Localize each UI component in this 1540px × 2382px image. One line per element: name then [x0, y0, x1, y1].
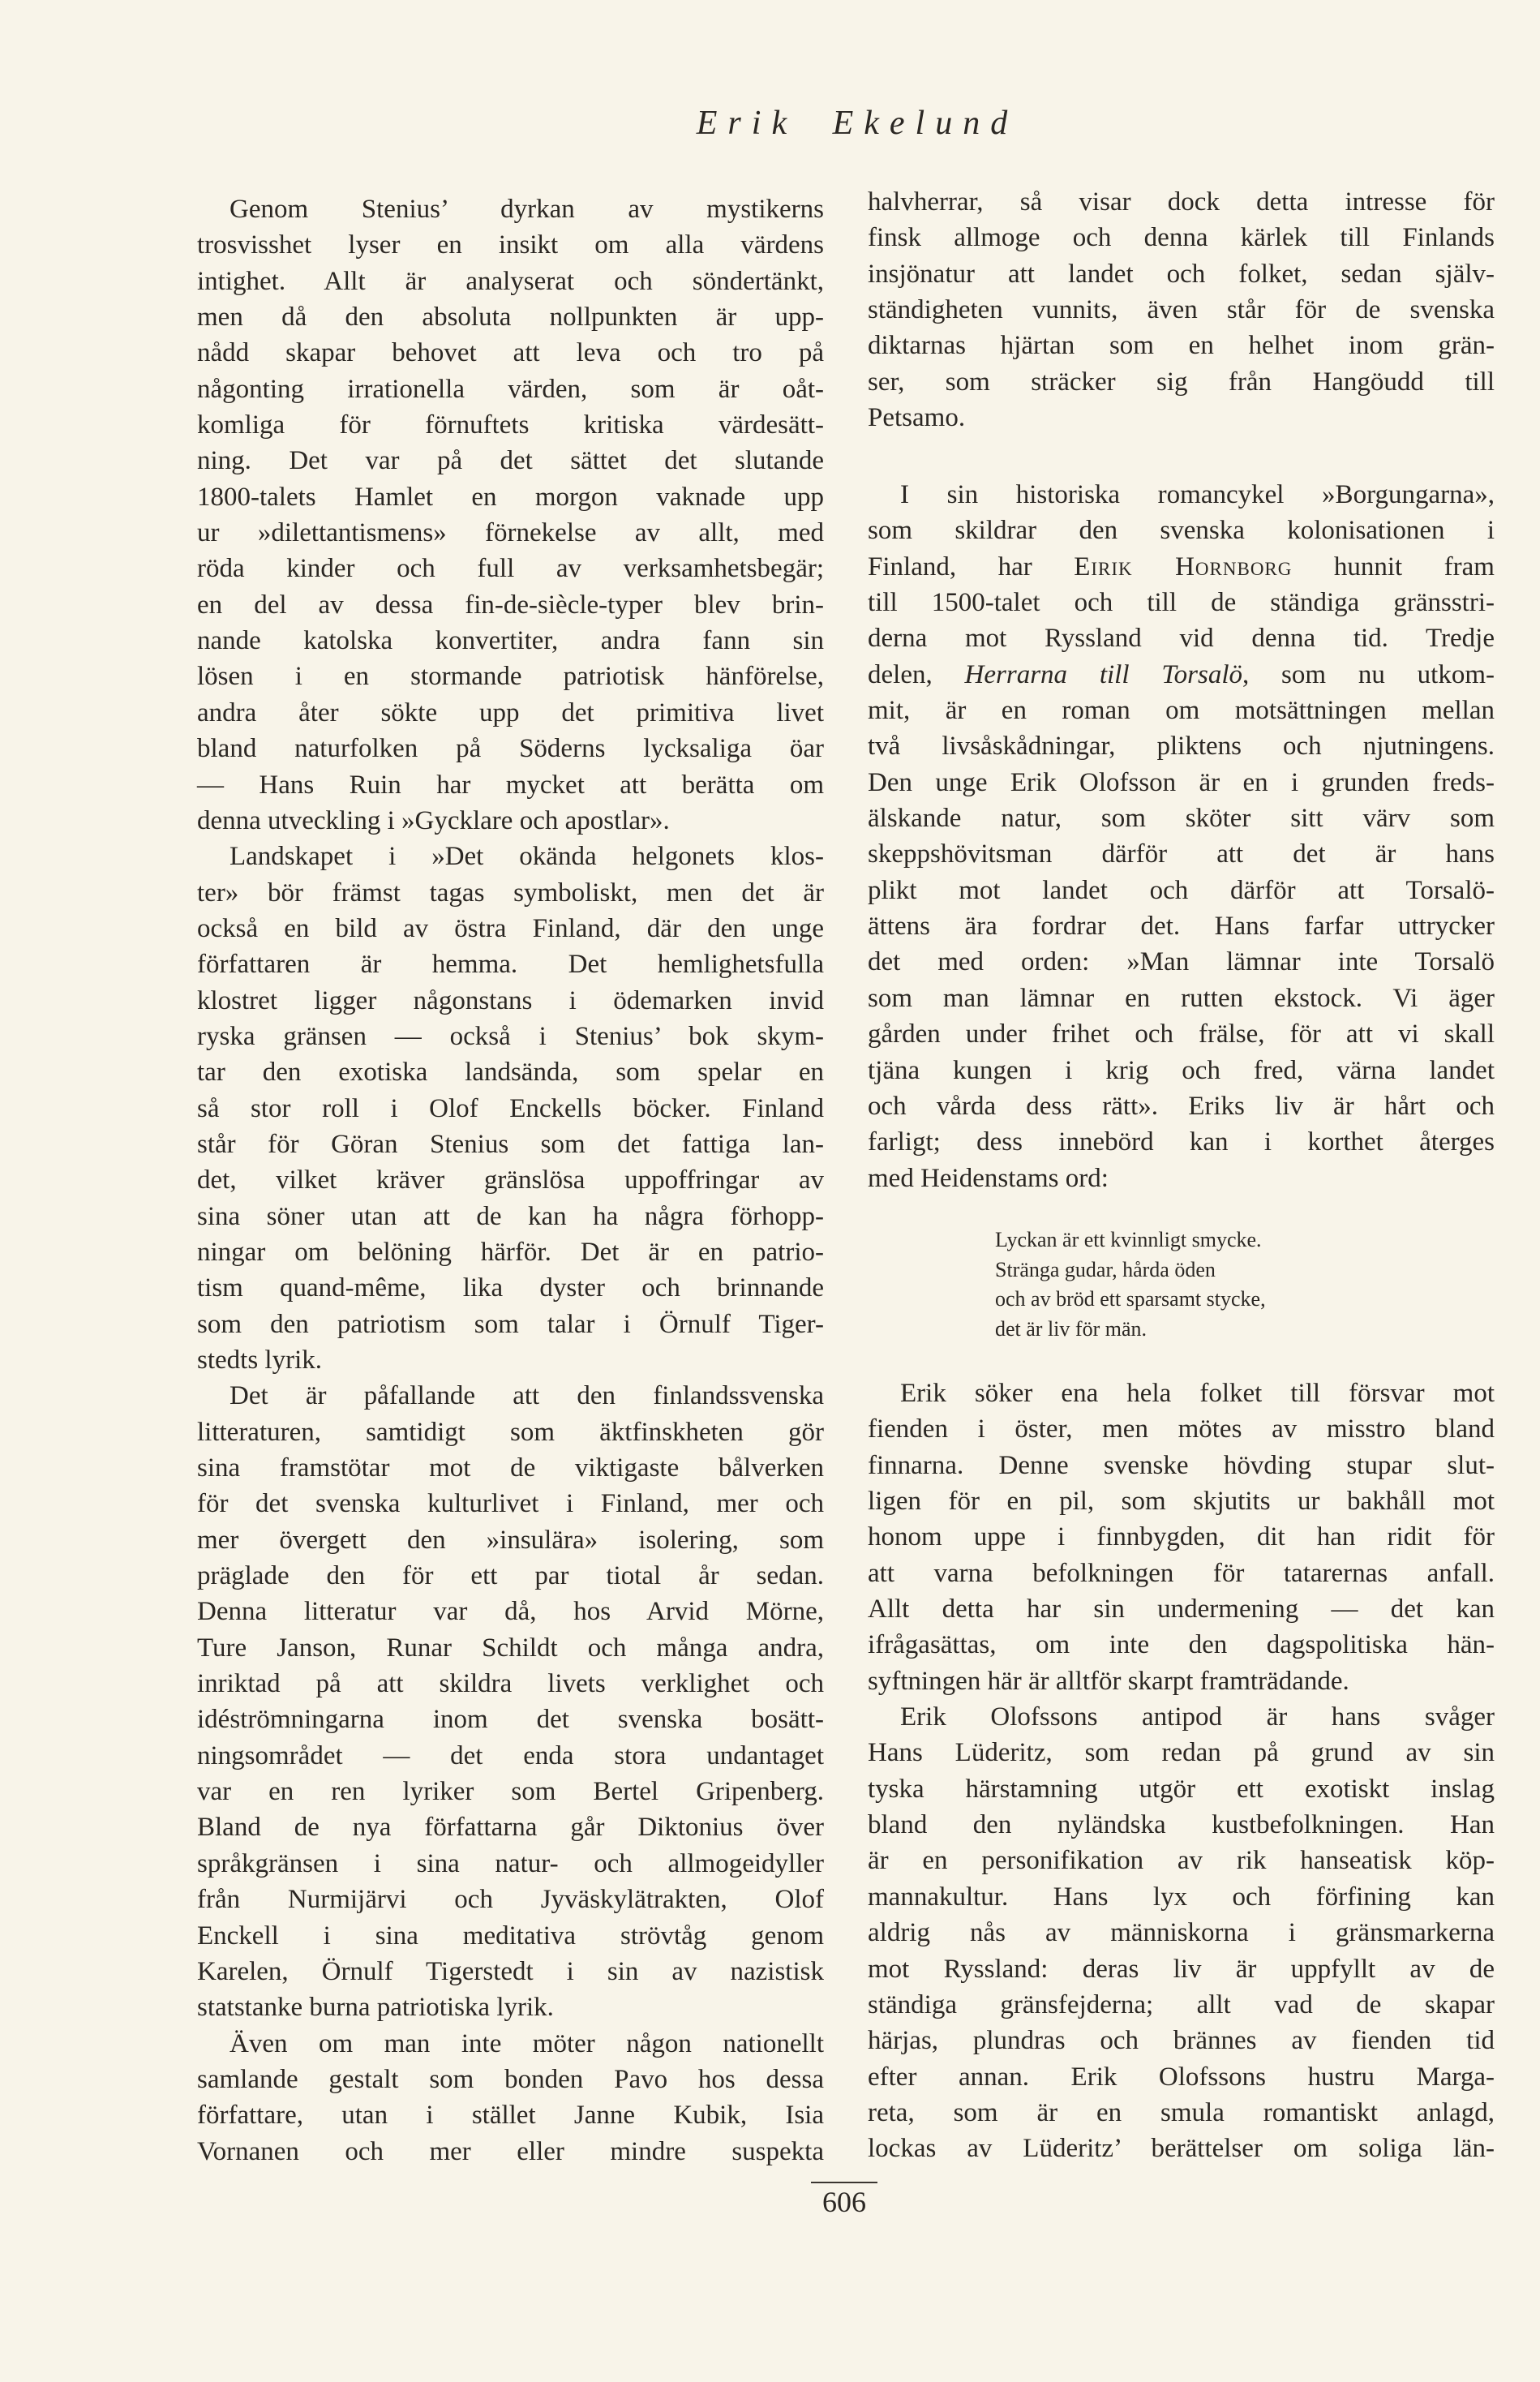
- text-line: finnarna. Denne svenske hövding stupar slut-: [868, 1450, 1495, 1480]
- text-line: också en bild av östra Finland, där den unge: [197, 913, 824, 943]
- text-line: honom uppe i finnbygden, dit han ridit för: [868, 1522, 1495, 1552]
- text-line: tism quand-même, lika dyster och brinnande: [197, 1273, 824, 1303]
- text-line: stedts lyrik.: [197, 1346, 322, 1375]
- text-line: Den unge Erik Olofsson är en i grunden freds-: [868, 767, 1495, 797]
- text-line: ättens ära fordrar det. Hans farfar uttrycker: [868, 912, 1495, 942]
- running-head-author: Erik Ekelund: [696, 105, 1019, 142]
- text-line: Denna litteratur var då, hos Arvid Mörne,: [197, 1597, 824, 1627]
- poem-line: det är liv för män.: [995, 1316, 1147, 1341]
- text-line: efter annan. Erik Olofssons hustru Marga-: [868, 2062, 1495, 2092]
- text-line: till 1500-talet och till de ständiga gränsstri-: [868, 588, 1495, 618]
- text-line: ligen för en pil, som skjutits ur bakhåll mot: [868, 1487, 1495, 1517]
- text-line: samlande gestalt som bonden Pavo hos dessa: [197, 2064, 824, 2094]
- paragraph: [868, 1376, 1495, 2167]
- text-line: författare, utan i stället Janne Kubik, Isia: [197, 2101, 824, 2131]
- text-segment: Finland, har: [868, 552, 1075, 582]
- text-line: nådd skapar behovet att leva och tro på: [197, 338, 824, 368]
- text-line: fienden i öster, men mötes av misstro bland: [868, 1414, 1495, 1444]
- text-line: och vårda dess rätt». Eriks liv är hårt och: [868, 1091, 1495, 1121]
- text-line: språkgränsen i sina natur- och allmogeidyller: [197, 1848, 824, 1878]
- text-line: ter» bör främst tagas symboliskt, men det är: [197, 878, 824, 908]
- text-line: mot Ryssland: deras liv är uppfyllt av de: [868, 1954, 1495, 1984]
- text-line: lockas av Lüderitz’ berättelser om soliga län-: [868, 2134, 1495, 2164]
- text-line: en del av dessa fin-de-siècle-typer blev brin-: [197, 590, 824, 620]
- text-line: andra åter sökte upp det primitiva livet: [197, 697, 824, 727]
- text-line: så stor roll i Olof Enckells böcker. Finland: [197, 1093, 824, 1123]
- text-line: för det svenska kulturlivet i Finland, mer och: [197, 1489, 824, 1519]
- text-line: Erik söker ena hela folket till försvar mot: [900, 1379, 1495, 1408]
- text-line: präglade den för ett par tiotal år sedan.: [197, 1561, 824, 1591]
- text-line: Erik Olofssons antipod är hans svåger: [900, 1702, 1495, 1732]
- text-line: det, vilket kräver gränslösa uppoffringar av: [197, 1165, 824, 1195]
- text-line: var en ren lyriker som Bertel Gripenberg.: [197, 1777, 824, 1807]
- text-line: reta, som är en smula romantiskt anlagd,: [868, 2097, 1495, 2127]
- text-line: plikt mot landet och därför att Torsalö-: [868, 875, 1495, 905]
- text-line: ur »dilettantismens» förnekelse av allt, med: [197, 518, 824, 548]
- text-line: Genom Stenius’ dyrkan av mystikerns: [229, 195, 824, 224]
- text-line: lösen i en stormande patriotisk hänförelse,: [197, 662, 824, 692]
- text-line: tyska härstamning utgör ett exotiskt inslag: [868, 1774, 1495, 1804]
- poem-line: och av bröd ett sparsamt stycke,: [995, 1287, 1266, 1311]
- text-line: ningar om belöning härför. Det är en patrio-: [197, 1237, 824, 1267]
- poem-quotation: [995, 1225, 1266, 1344]
- text-line: Karelen, Örnulf Tigerstedt i sin av nazistisk: [197, 1956, 824, 1986]
- text-line: står för Göran Stenius som det fattiga lan-: [197, 1129, 824, 1159]
- text-line: 1800-talets Hamlet en morgon vaknade upp: [197, 482, 824, 512]
- text-line: I sin historiska romancykel »Borgungarna»,: [900, 480, 1495, 509]
- text-line: Ture Janson, Runar Schildt och många andra,: [197, 1633, 824, 1663]
- text-line: från Nurmijärvi och Jyväskylätrakten, Olof: [197, 1885, 824, 1915]
- text-line: aldrig nås av människorna i gränsmarkerna: [868, 1918, 1495, 1948]
- text-line: syftningen här är alltför skarpt framträdande.: [868, 1666, 1349, 1696]
- text-line: Landskapet i »Det okända helgonets klos-: [229, 842, 824, 872]
- text-line: två livsåskådningar, pliktens och njutningens.: [868, 732, 1495, 762]
- text-line: att varna befolkningen för tatarernas anfall.: [868, 1558, 1495, 1588]
- text-line: derna mot Ryssland vid denna tid. Tredje: [868, 624, 1495, 654]
- text-line: statstanke burna patriotiska lyrik.: [197, 1993, 554, 2023]
- page-number: 606: [822, 2186, 866, 2218]
- text-line: finsk allmoge och denna kärlek till Finlands: [868, 223, 1495, 253]
- text-line: mit, är en roman om motsättningen mellan: [868, 696, 1495, 726]
- paragraph: [197, 1378, 824, 2025]
- text-line: idéströmningarna inom det svenska bosätt-: [197, 1705, 824, 1735]
- paragraph: [868, 477, 1495, 1196]
- text-line: ningsområdet — det enda stora undantaget: [197, 1740, 824, 1770]
- poem-line: Stränga gudar, hårda öden: [995, 1257, 1216, 1281]
- text-line: bland naturfolken på Söderns lycksaliga öar: [197, 734, 824, 764]
- text-line: gården under frihet och frälse, för att vi skall: [868, 1019, 1495, 1049]
- text-line: Det är påfallande att den finlandssvenska: [229, 1381, 824, 1411]
- text-line: Allt detta har sin undermening — det kan: [868, 1594, 1495, 1624]
- text-line: som man lämnar en rutten ekstock. Vi äger: [868, 983, 1495, 1013]
- text-line: härjas, plundras och brännes av fienden tid: [868, 2026, 1495, 2056]
- text-line: — Hans Ruin har mycket att berätta om: [197, 770, 824, 800]
- text-line: litteraturen, samtidigt som äktfinskheten gör: [197, 1417, 824, 1447]
- text-line: nande katolska konvertiter, andra fann sin: [197, 626, 824, 656]
- page-number-rule: [811, 2182, 877, 2183]
- text-line: ryska gränsen — också i Stenius’ bok skym-: [197, 1021, 824, 1051]
- text-segment: delen,: [868, 659, 965, 689]
- text-line: men då den absoluta nollpunkten är upp-: [197, 303, 824, 333]
- text-line: Vornanen och mer eller mindre suspekta: [197, 2136, 824, 2166]
- text-line: tjäna kungen i krig och fred, värna landet: [868, 1055, 1495, 1085]
- text-line: Även om man inte möter någon nationellt: [229, 2028, 824, 2058]
- text-line: bland den nyländska kustbefolkningen. Han: [868, 1810, 1495, 1840]
- text-line: [868, 549, 1495, 585]
- text-line: ifrågasättas, om inte den dagspolitiska hän-: [868, 1630, 1495, 1660]
- text-line: ning. Det var på det sättet det slutande: [197, 446, 824, 476]
- paragraph: [197, 191, 824, 839]
- text-line: ser, som sträcker sig från Hangöudd till: [868, 367, 1495, 397]
- text-line: Petsamo.: [868, 403, 966, 433]
- text-line: älskande natur, som sköter sitt värv som: [868, 804, 1495, 834]
- text-line: skeppshövitsman därför att det är hans: [868, 839, 1495, 869]
- text-line: mannakultur. Hans lyx och förfining kan: [868, 1882, 1495, 1912]
- text-line: mer övergett den »insulära» isolering, som: [197, 1525, 824, 1555]
- text-line: ständigheten vunnits, även står för de svenska: [868, 295, 1495, 325]
- text-line: sina framstötar mot de viktigaste bålverken: [197, 1453, 824, 1483]
- paragraph: [197, 839, 824, 1378]
- text-line: insjönatur att landet och folket, sedan själv-: [868, 259, 1495, 289]
- text-line: med Heidenstams ord:: [868, 1163, 1109, 1193]
- text-line: det med orden: »Man lämnar inte Torsalö: [868, 947, 1495, 977]
- text-line: Enckell i sina meditativa strövtåg genom: [197, 1921, 824, 1951]
- text-line: tar den exotiska landsända, som spelar en: [197, 1058, 824, 1088]
- text-line: inriktad på att skildra livets verklighet och: [197, 1669, 824, 1699]
- text-line: farligt; dess innebörd kan i korthet återges: [868, 1127, 1495, 1157]
- text-line: som skildrar den svenska kolonisationen i: [868, 516, 1495, 546]
- text-line: halvherrar, så visar dock detta intresse för: [868, 187, 1495, 217]
- text-line: intighet. Allt är analyserat och söndertänkt,: [197, 266, 824, 296]
- paragraph: [868, 184, 1495, 436]
- text-line: som den patriotism som talar i Örnulf Tiger-: [197, 1309, 824, 1339]
- text-line: ständiga gränsfejderna; allt vad de skapar: [868, 1989, 1495, 2019]
- poem-line: Lyckan är ett kvinnligt smycke.: [995, 1228, 1262, 1251]
- text-line: Bland de nya författarna går Diktonius över: [197, 1813, 824, 1843]
- author-name: Eirik Hornborg: [1074, 552, 1293, 582]
- text-line: sina söner utan att de kan ha några förhopp-: [197, 1201, 824, 1231]
- text-line: diktarnas hjärtan som en helhet inom grän-: [868, 331, 1495, 361]
- book-title: Herrarna till Torsalö: [964, 659, 1242, 689]
- text-segment: hunnit fram: [1292, 552, 1495, 582]
- text-line: trosvisshet lyser en insikt om alla värdens: [197, 230, 824, 260]
- text-line: klostret ligger någonstans i ödemarken invid: [197, 985, 824, 1015]
- text-line: [868, 657, 1495, 693]
- paragraph: [197, 2026, 824, 2170]
- text-segment: , som nu utkom-: [1242, 659, 1495, 689]
- text-line: denna utveckling i »Gycklare och apostlar».: [197, 805, 670, 835]
- text-line: författaren är hemma. Det hemlighetsfulla: [197, 950, 824, 980]
- text-line: är en personifikation av rik hanseatisk köp-: [868, 1846, 1495, 1876]
- text-line: röda kinder och full av verksamhetsbegär;: [197, 554, 824, 584]
- text-line: Hans Lüderitz, som redan på grund av sin: [868, 1738, 1495, 1768]
- text-line: komliga för förnuftets kritiska värdesätt-: [197, 410, 824, 440]
- text-line: någonting irrationella värden, som är oåt-: [197, 374, 824, 404]
- left-column: [197, 191, 824, 2170]
